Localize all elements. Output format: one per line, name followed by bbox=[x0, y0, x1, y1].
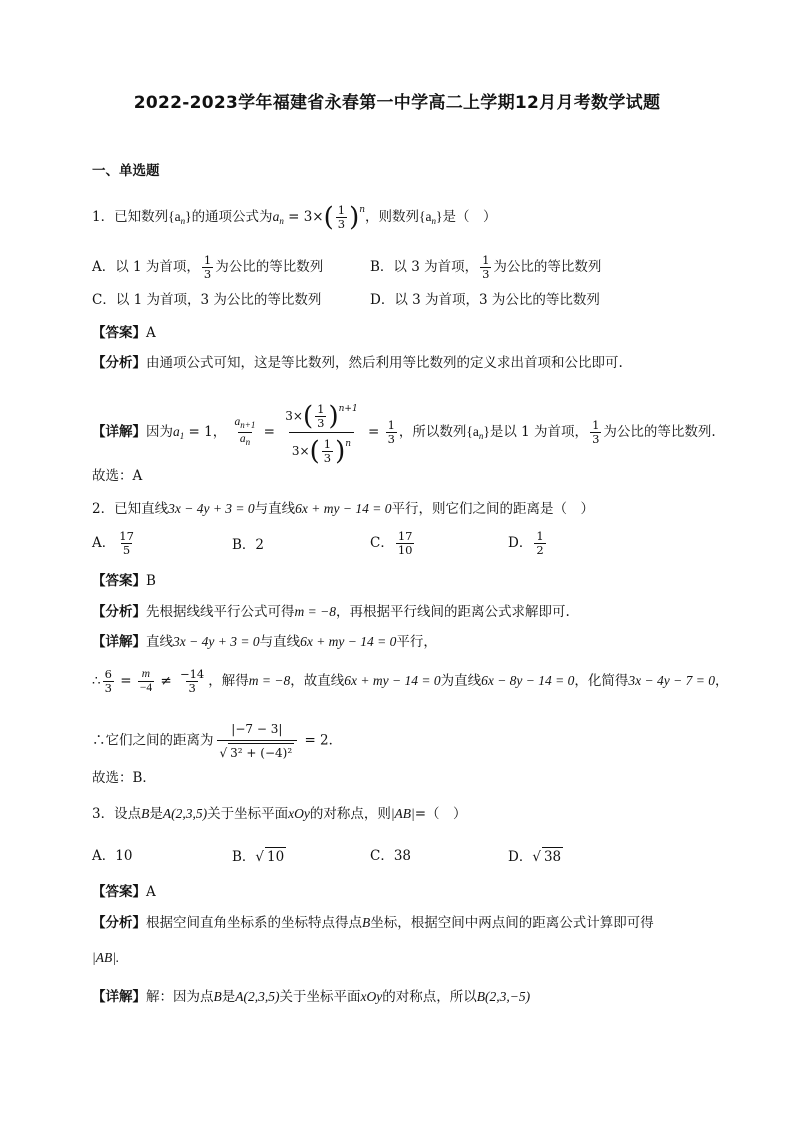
q1-option-d: D．以 3 为首项，3 为公比的等比数列 bbox=[370, 292, 600, 308]
q3-answer: 【答案】A bbox=[92, 884, 156, 900]
q1-detail: 【详解】因为$a_1 = 1$， $\frac{a_{n+1}}{a_n}$ = 3×( $\frac{1}{3}$ )$^{n+1}$ 3×( $\frac{1}{3}$ )$^n$ = $\frac{1}{3}$ ，所以数列$\{a_n\}$是以 1 为首项， $\frac{1}{3}$ 为公比的等比数列. bbox=[92, 401, 716, 467]
section-heading: 一、单选题 bbox=[92, 163, 160, 179]
q3-detail: 【详解】解：因为点B是A(2,3,5)关于坐标平面xOy的对称点，所以B(2,3,−5) bbox=[92, 989, 531, 1005]
q2-option-a: A． $\frac{17}{5}$ bbox=[92, 529, 134, 557]
q3-option-d: D．√ 38 bbox=[508, 849, 562, 865]
q2-option-b: B．2 bbox=[232, 537, 265, 553]
q1-answer: 【答案】A bbox=[92, 325, 156, 341]
q2-option-c: C． $\frac{17}{10}$ bbox=[370, 529, 413, 557]
q1-option-a: A．以 1 为首项， $\frac{1}{3}$ 为公比的等比数列 bbox=[92, 253, 324, 281]
q2-option-d: D． $\frac{1}{2}$ bbox=[508, 529, 544, 557]
q2-choice: 故选：B． bbox=[92, 770, 156, 786]
q2-solve: ∴ $\frac{6}{3}$ = $\frac{m}{-4}$ ≠ $\frac{-14}{3}$ ，解得m = −8，故直线6x + my − 14 = 0为直线6x − 8y − 14 = 0，化简得3x − 4y − 7 = 0， bbox=[92, 667, 729, 695]
q1-option-b: B．以 3 为首项， $\frac{1}{3}$ 为公比的等比数列 bbox=[370, 253, 602, 281]
q1-stem: 1．已知数列$\{a_n\}$的通项公式为$a_n = 3\times$( $\frac{1}{3}$ )$^n$，则数列$\{a_n\}$是（ ） bbox=[92, 202, 497, 233]
page-title: 2022-2023学年福建省永春第一中学高二上学期12月月考数学试题 bbox=[133, 93, 661, 113]
q1-choice: 故选：A bbox=[92, 468, 143, 484]
q2-stem: 2．已知直线3x − 4y + 3 = 0与直线6x + my − 14 = 0平行，则它们之间的距离是（ ） bbox=[92, 501, 594, 517]
q2-detail: 【详解】直线3x − 4y + 3 = 0与直线6x + my − 14 = 0平行， bbox=[92, 634, 437, 650]
q2-analysis: 【分析】先根据线线平行公式可得m = −8，再根据平行线间的距离公式求解即可. bbox=[92, 604, 570, 620]
q3-option-b: B．√ 10 bbox=[232, 849, 285, 865]
q3-stem: 3．设点B是A(2,3,5)关于坐标平面xOy的对称点，则|AB|=（ ） bbox=[92, 806, 467, 822]
q3-analysis-cont: |AB|. bbox=[92, 950, 120, 965]
q3-option-a: A．10 bbox=[92, 848, 133, 864]
q3-analysis: 【分析】根据空间直角坐标系的坐标特点得点B坐标，根据空间中两点间的距离公式计算即可得 bbox=[92, 915, 654, 931]
q3-option-c: C．38 bbox=[370, 848, 412, 864]
q1-analysis: 【分析】由通项公式可知，这是等比数列，然后利用等比数列的定义求出首项和公比即可. bbox=[92, 355, 623, 371]
q2-answer: 【答案】B bbox=[92, 573, 156, 589]
q1-option-c: C．以 1 为首项，3 为公比的等比数列 bbox=[92, 292, 322, 308]
q2-distance: ∴它们之间的距离为 $\frac{|-7 - 3|}{\text{√ 3² + (−4)²}}$ = 2． bbox=[92, 722, 343, 760]
